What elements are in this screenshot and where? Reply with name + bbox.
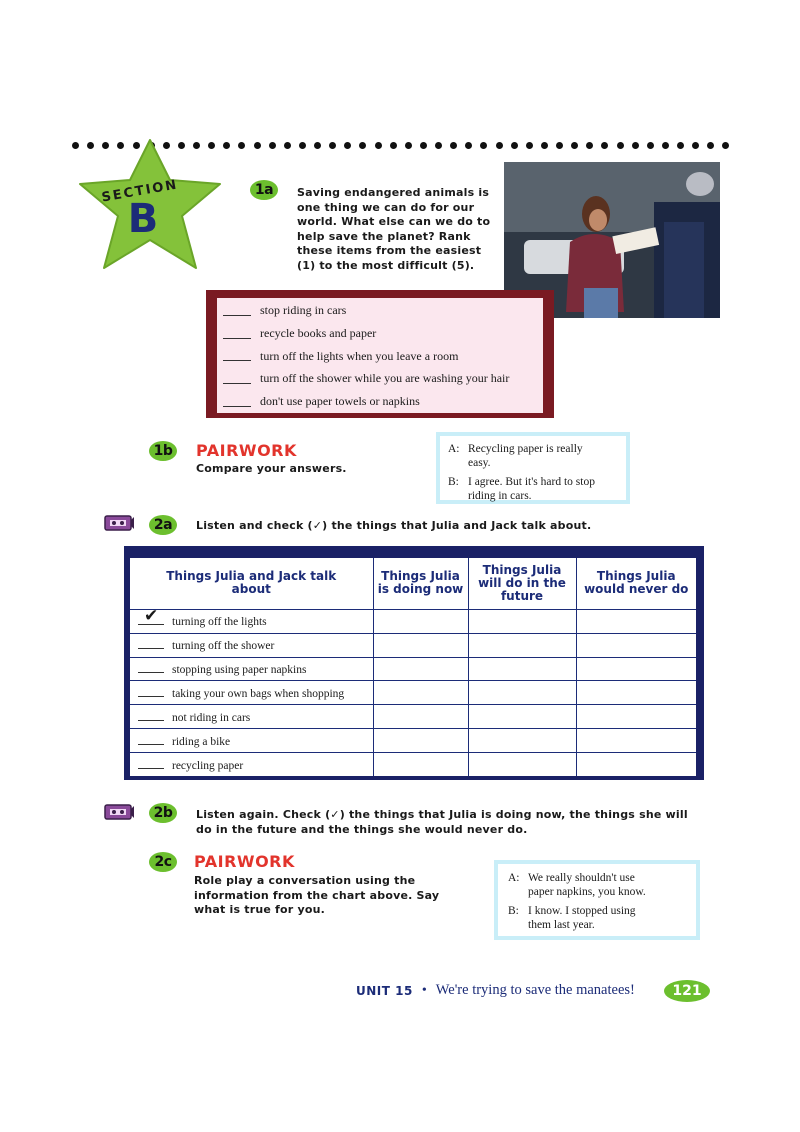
chart-header: Things Julia will do in the future (468, 558, 576, 609)
exercise-2b-instruction: Listen again. Check (✓) the things that Julia is doing now, the things she will do in the future and the things she would never do. (196, 808, 688, 836)
page-number: 121 (664, 980, 710, 1002)
table-row (130, 633, 696, 657)
dialogue-line: B: I know. I stopped using them last year. (508, 905, 636, 931)
dialogue-box-2c (494, 860, 700, 940)
table-row (130, 705, 696, 729)
chart-cell[interactable] (373, 729, 468, 753)
chart-cell[interactable] (373, 681, 468, 705)
chart-row-label-cell: ✔ turning off the lights (130, 609, 373, 633)
dialogue-line: A: Recycling paper is really easy. (448, 443, 583, 469)
section-label: SECTION (100, 177, 180, 206)
chart-row-label-cell: riding a bike (130, 729, 373, 753)
dialogue-box-1b (436, 432, 630, 504)
unit-title: We're trying to save the manatees! (435, 982, 635, 998)
chart-cell[interactable] (468, 609, 576, 633)
chart-header: Things Julia would never do (576, 558, 696, 609)
chart-row-label-cell: recycling paper (130, 753, 373, 776)
exercise-2c-instruction: Role play a conversation using the information from the chart above. Say what is true for you. (194, 874, 440, 916)
dialogue-line: B: I agree. But it's hard to stop riding in cars. (448, 476, 595, 502)
chart-cell[interactable] (576, 609, 696, 633)
chart-cell[interactable] (468, 633, 576, 657)
footer-bullet: • (421, 982, 427, 998)
cassette-icon (104, 803, 134, 821)
rank-item: turn off the shower while you are washing your hair (223, 367, 543, 390)
table-row (130, 729, 696, 753)
table-row (130, 609, 696, 633)
chart-row-label-cell: stopping using paper napkins (130, 657, 373, 681)
chart-cell[interactable] (373, 609, 468, 633)
rank-blank[interactable] (223, 350, 251, 361)
exercise-badge-2a: 2a (149, 515, 177, 535)
table-row (130, 657, 696, 681)
section-letter: B (127, 196, 159, 242)
rank-list (217, 298, 543, 413)
table-row (130, 681, 696, 705)
checkbox-blank[interactable] (138, 606, 164, 627)
table-row (130, 753, 696, 776)
exercise-badge-1b: 1b (149, 441, 177, 461)
rank-blank[interactable] (223, 328, 251, 339)
chart-cell[interactable] (373, 657, 468, 681)
chart-cell[interactable] (373, 753, 468, 776)
pairwork-heading-1b: PAIRWORK (196, 441, 297, 460)
check-mark: ✔ (144, 606, 159, 627)
chart-cell[interactable] (468, 753, 576, 776)
checkbox-blank[interactable] (138, 638, 164, 649)
exercise-badge-2c: 2c (149, 852, 177, 872)
dialogue-line: A: We really shouldn't use paper napkins, you know. (508, 872, 646, 898)
page-footer (356, 982, 635, 999)
checkbox-blank[interactable] (138, 710, 164, 721)
exercise-badge-1a: 1a (250, 180, 278, 200)
rank-item: don't use paper towels or napkins (223, 390, 543, 413)
rank-item: turn off the lights when you leave a room (223, 345, 543, 368)
rank-item: stop riding in cars (223, 299, 543, 322)
exercise-2a-instruction: Listen and check (✓) the things that Julia and Jack talk about. (196, 519, 592, 532)
chart-cell[interactable] (468, 657, 576, 681)
rank-item: recycle books and paper (223, 322, 543, 345)
chart-cell[interactable] (373, 705, 468, 729)
checkbox-blank[interactable] (138, 686, 164, 697)
chart-cell[interactable] (576, 633, 696, 657)
checkbox-blank[interactable] (138, 758, 164, 769)
checkbox-blank[interactable] (138, 734, 164, 745)
chart-cell[interactable] (576, 753, 696, 776)
chart-cell[interactable] (468, 681, 576, 705)
chart-cell[interactable] (468, 729, 576, 753)
unit-label: UNIT 15 (356, 983, 413, 998)
chart-cell[interactable] (468, 705, 576, 729)
chart-header: Things Julia and Jack talk about (130, 558, 373, 609)
chart-cell[interactable] (576, 681, 696, 705)
chart-row-label-cell: turning off the shower (130, 633, 373, 657)
checklist-chart (130, 558, 696, 776)
chart-header: Things Julia is doing now (373, 558, 468, 609)
chart-cell[interactable] (373, 633, 468, 657)
exercise-1a-instruction: Saving endangered animals is one thing we can do for our world. What else can we do to help save the planet? Rank these items from the easiest (1) to the most difficult (5). (297, 186, 491, 272)
chart-row-label-cell: not riding in cars (130, 705, 373, 729)
chart-cell[interactable] (576, 705, 696, 729)
rank-blank[interactable] (223, 373, 251, 384)
checkbox-blank[interactable] (138, 662, 164, 673)
rank-blank[interactable] (223, 305, 251, 316)
exercise-badge-2b: 2b (149, 803, 177, 823)
chart-row-label-cell: taking your own bags when shopping (130, 681, 373, 705)
chart-header-row (130, 558, 696, 609)
chart-cell[interactable] (576, 729, 696, 753)
pairwork-heading-2c: PAIRWORK (194, 852, 295, 871)
cassette-icon (104, 514, 134, 532)
rank-blank[interactable] (223, 396, 251, 407)
exercise-1b-instruction: Compare your answers. (196, 462, 347, 475)
chart-cell[interactable] (576, 657, 696, 681)
